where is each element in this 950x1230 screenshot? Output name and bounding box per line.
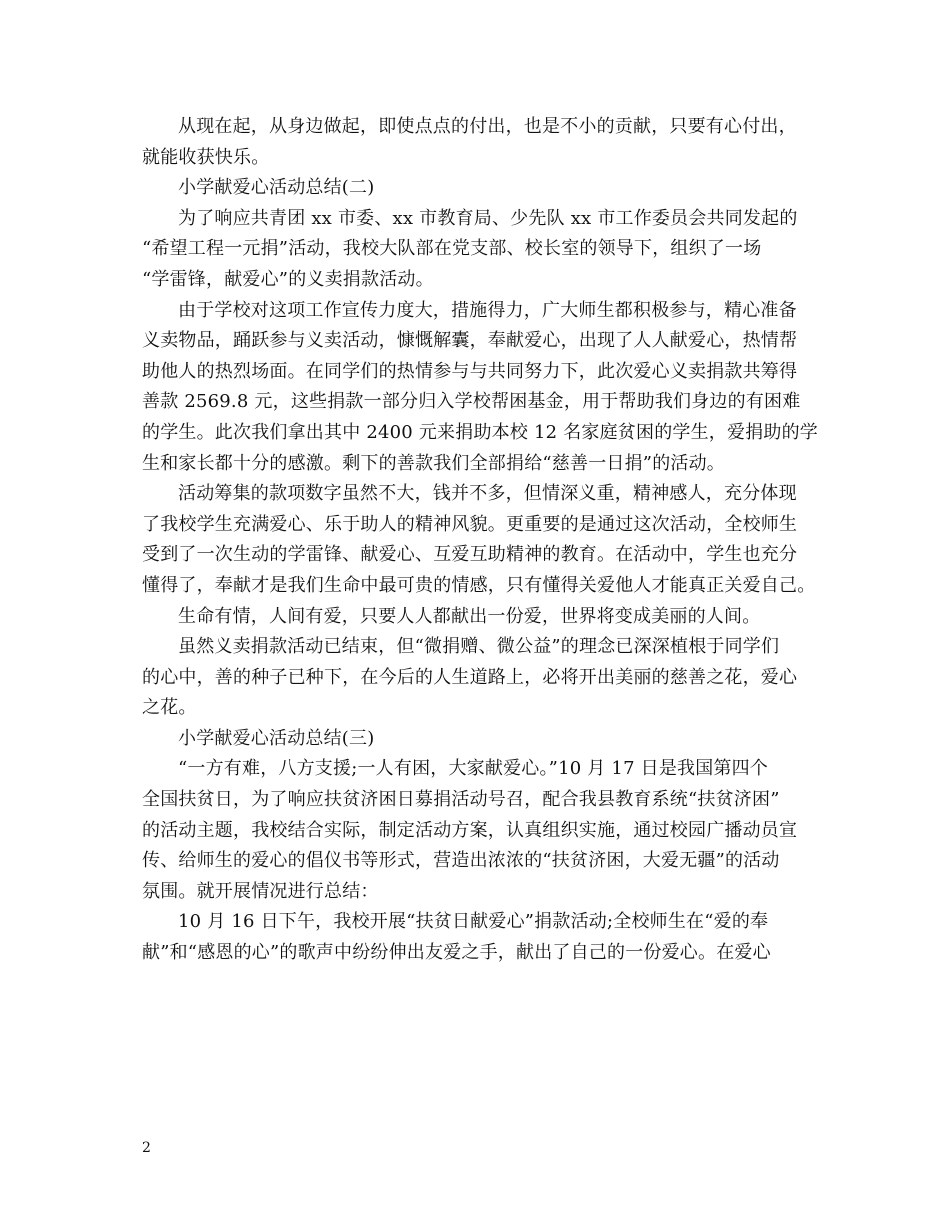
text-line: 小学献爱心活动总结(二) <box>178 177 375 199</box>
text-line: 小学献爱心活动总结(三) <box>178 727 375 749</box>
text-line: 懂得了，奉献才是我们生命中最可贵的情感，只有懂得关爱他人才能真正关爱自己。 <box>142 574 816 596</box>
text-line: “学雷锋，献爱心”的义卖捐款活动。 <box>142 268 434 290</box>
text-line: “一方有难，八方支援;一人有困，大家献爱心。”10 月 17 日是我国第四个 <box>178 758 769 780</box>
text-line: 由于学校对这项工作宣传力度大，措施得力，广大师生都积极参与，精心准备 <box>178 299 797 321</box>
text-line: 的心中，善的种子已种下，在今后的人生道路上，必将开出美丽的慈善之花，爱心 <box>142 666 798 688</box>
text-line: 助他人的热烈场面。在同学们的热情参与与共同努力下，此次爱心义卖捐款共筹得 <box>142 360 798 382</box>
text-line: 生命有情，人间有爱，只要人人都献出一份爱，世界将变成美丽的人间。 <box>178 605 761 627</box>
text-line: 的活动主题，我校结合实际，制定活动方案，认真组织实施，通过校园广播动员宣 <box>142 819 798 841</box>
text-line: 活动筹集的款项数字虽然不大，钱并不多，但情深义重，精神感人，充分体现 <box>178 483 797 505</box>
text-line: 10 月 16 日下午，我校开展“扶贫日献爱心”捐款活动;全校师生在“爱的奉 <box>178 911 769 933</box>
text-line: 之花。 <box>142 697 197 719</box>
text-line: 义卖物品，踊跃参与义卖活动，慷慨解囊，奉献爱心，出现了人人献爱心，热情帮 <box>142 330 798 352</box>
text-line: 就能收获快乐。 <box>142 146 270 168</box>
body-text <box>142 112 822 969</box>
text-line: 了我校学生充满爱心、乐于助人的精神风貌。更重要的是通过这次活动，全校师生 <box>142 513 798 535</box>
text-line: 氛围。就开展情况进行总结： <box>142 880 379 902</box>
text-line: 传、给师生的爱心的倡仪书等形式，营造出浓浓的“扶贫济困，大爱无疆”的活动 <box>142 850 780 872</box>
text-line: 受到了一次生动的学雷锋、献爱心、互爱互助精神的教育。在活动中，学生也充分 <box>142 544 798 566</box>
text-line: 虽然义卖捐款活动已结束，但“微捐赠、微公益”的理念已深深植根于同学们 <box>178 636 780 658</box>
text-line: “希望工程一元捐”活动，我校大队部在党支部、校长室的领导下，组织了一场 <box>142 238 762 260</box>
text-line: 从现在起，从身边做起，即使点点的付出，也是不小的贡献，只要有心付出， <box>178 116 797 137</box>
page-number: 2 <box>142 1140 151 1156</box>
text-line: 献”和“感恩的心”的歌声中纷纷伸出友爱之手，献出了自己的一份爱心。在爱心 <box>142 942 771 964</box>
text-line: 善款 2569.8 元，这些捐款一部分归入学校帮困基金，用于帮助我们身边的有困难 <box>142 391 801 413</box>
text-line: 的学生。此次我们拿出其中 2400 元来捐助本校 12 名家庭贫困的学生，爱捐助的学 <box>142 421 818 443</box>
text-line: 为了响应共青团 xx 市委、xx 市教育局、少先队 xx 市工作委员会共同发起的 <box>178 207 798 229</box>
text-line: 生和家长都十分的感激。剩下的善款我们全部捐给“慈善一日捐”的活动。 <box>142 452 726 474</box>
text-line: 全国扶贫日，为了响应扶贫济困日募捐活动号召，配合我县教育系统“扶贫济困” <box>142 789 780 811</box>
